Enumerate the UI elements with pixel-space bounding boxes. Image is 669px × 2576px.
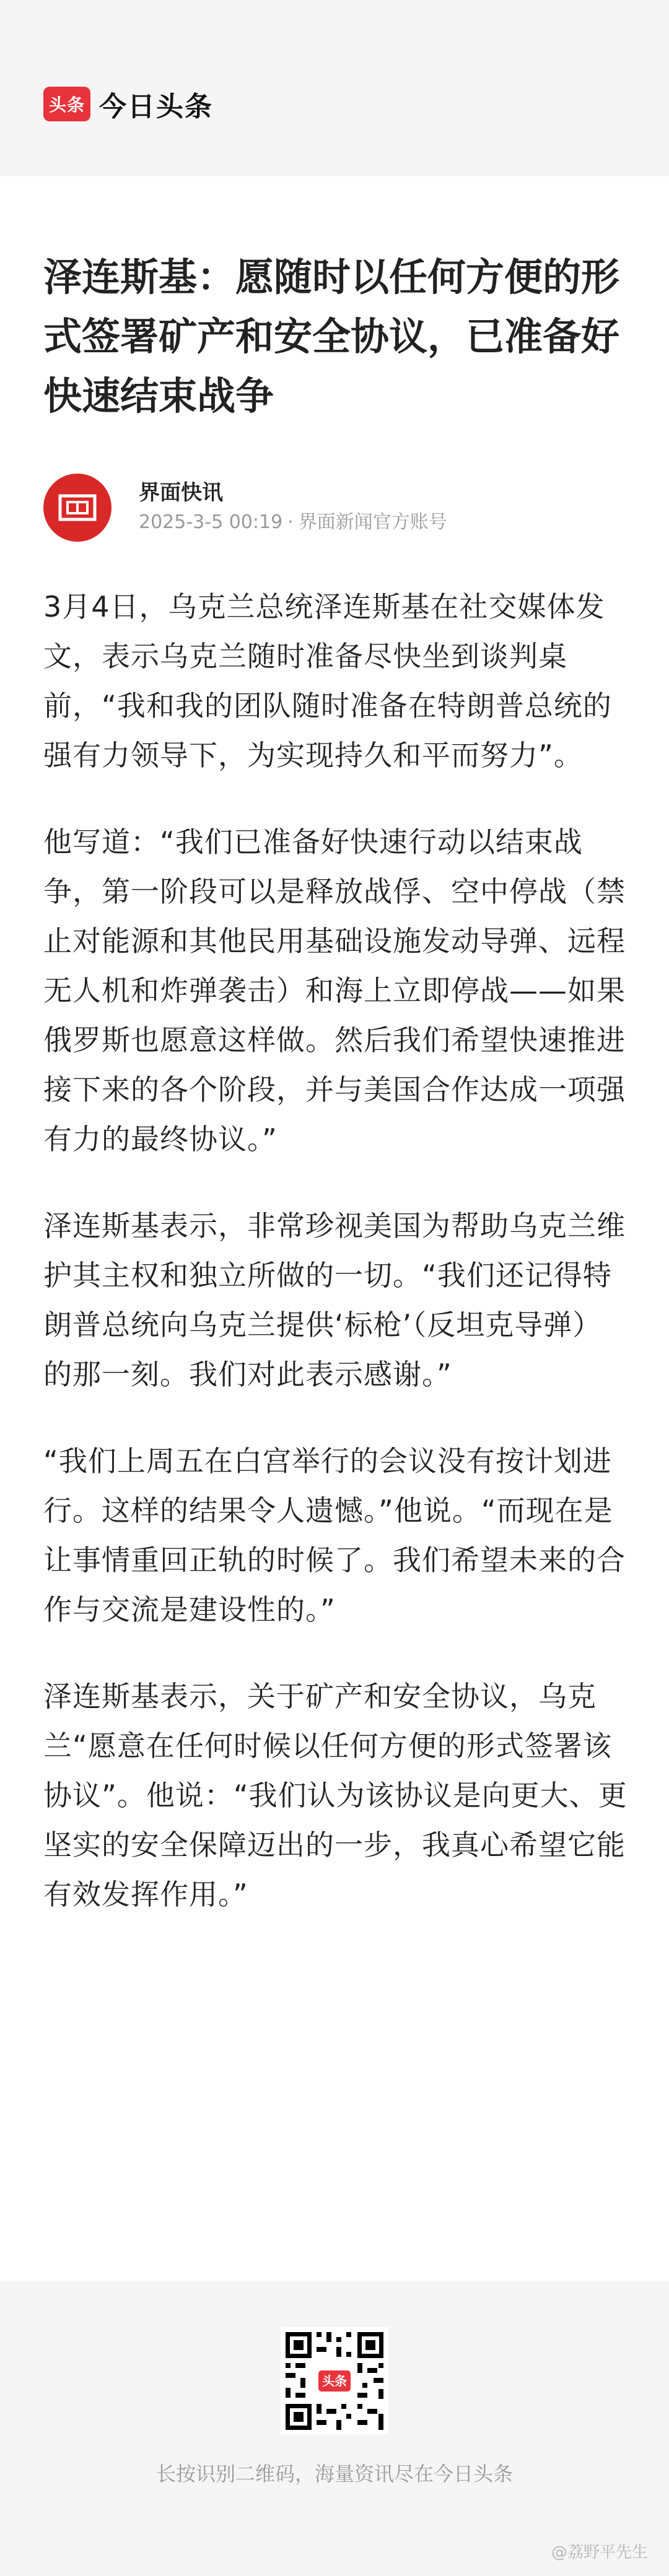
article-title: 泽连斯基：愿随时以任何方便的形式签署矿产和安全协议，已准备好快速结束战争 [43, 254, 620, 418]
author-row [43, 474, 626, 542]
qr-code[interactable] [281, 2327, 388, 2435]
article-paragraph: “我们上周五在白宫举行的会议没有按计划进行。这样的结果令人遗憾。”他说。“而现在是让事情重回正轨的时候了。我们希望未来的合作与交流是建设性的。” [43, 1444, 626, 1626]
meta-separator: · [287, 511, 294, 533]
app-name: 今日头条 [99, 91, 213, 123]
avatar[interactable] [43, 474, 112, 542]
watermark: @荔野平先生 [551, 2543, 648, 2562]
author-meta [139, 509, 447, 536]
article-body [43, 582, 629, 1956]
article-paragraph: 泽连斯基表示，关于矿产和安全协议，乌克兰“愿意在任何时候以任何方便的形式签署该协议”。他说：“我们认为该协议是向更大、更坚实的安全保障迈出的一步，我真心希望它能有效发挥作用。” [43, 1680, 627, 1911]
qr-code-icon [281, 2327, 388, 2435]
author-info [139, 479, 447, 536]
footer [0, 2281, 669, 2576]
toutiao-logo-icon: 头条 [43, 87, 90, 121]
author-name[interactable]: 界面快讯 [139, 480, 223, 505]
article-paragraph: 泽连斯基表示，非常珍视美国为帮助乌克兰维护其主权和独立所做的一切。“我们还记得特朗普总统向乌克兰提供‘标枪’（反坦克导弹）的那一刻。我们对此表示感谢。” [43, 1209, 626, 1391]
article-paragraph: 3月4日，乌克兰总统泽连斯基在社交媒体发文，表示乌克兰随时准备尽快坐到谈判桌前，“我和我的团队随时准备在特朗普总统的强有力领导下，为实现持久和平而努力”。 [43, 590, 612, 772]
top-header [0, 0, 669, 176]
jiemian-logo-icon [58, 492, 97, 523]
app-brand[interactable] [43, 87, 213, 121]
footer-caption: 长按识别二维码，海量资讯尽在今日头条 [155, 2462, 513, 2486]
article-paragraph: 他写道：“我们已准备好快速行动以结束战争，第一阶段可以是释放战俘、空中停战（禁止对能源和其他民用基础设施发动导弹、远程无人机和炸弹袭击）和海上立即停战——如果俄罗斯也愿意这样做。然后我们希望快速推进接下来的各个阶段，并与美国合作达成一项强有力的最终协议。” [43, 825, 626, 1156]
publish-datetime: 2025-3-5 00:19 [139, 511, 283, 533]
account-label: 界面新闻官方账号 [298, 511, 447, 533]
qr-badge-text: 头条 [322, 2374, 347, 2388]
